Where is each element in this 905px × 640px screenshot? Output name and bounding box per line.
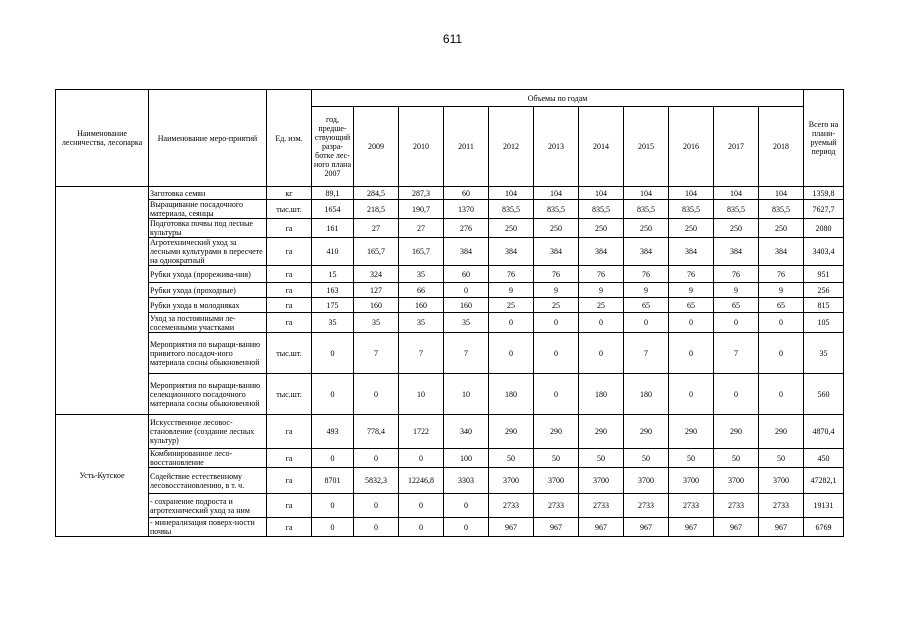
unit-cell: тыс.шт.: [267, 333, 312, 374]
year-value-cell: 3700: [714, 468, 759, 494]
year-value-cell: 10: [444, 374, 489, 415]
year-value-cell: 9: [579, 283, 624, 298]
year-value-cell: 8701: [312, 468, 354, 494]
year-value-cell: 384: [489, 238, 534, 266]
forestry-name-cell: [56, 187, 149, 415]
total-cell: 951: [804, 266, 844, 283]
year-value-cell: 35: [312, 313, 354, 333]
table-row: [56, 333, 844, 374]
year-value-cell: 50: [759, 449, 804, 468]
year-value-cell: 835,5: [759, 200, 804, 219]
year-value-cell: 290: [759, 415, 804, 449]
header-year: 2013: [534, 107, 579, 187]
year-value-cell: 384: [444, 238, 489, 266]
unit-cell: га: [267, 219, 312, 238]
year-value-cell: 0: [534, 333, 579, 374]
header-year: 2011: [444, 107, 489, 187]
table-row: [56, 449, 844, 468]
year-value-cell: 2733: [489, 494, 534, 518]
header-year: 2016: [669, 107, 714, 187]
unit-cell: га: [267, 283, 312, 298]
total-cell: 4870,4: [804, 415, 844, 449]
total-cell: 35: [804, 333, 844, 374]
activity-name-cell: Заготовка семян: [149, 187, 267, 200]
year-value-cell: 290: [579, 415, 624, 449]
year-value-cell: 3303: [444, 468, 489, 494]
year-value-cell: 2733: [579, 494, 624, 518]
year-value-cell: 384: [759, 238, 804, 266]
table-row: [56, 518, 844, 537]
year-value-cell: 384: [579, 238, 624, 266]
table-row: [56, 374, 844, 415]
year-value-cell: 0: [579, 313, 624, 333]
year-value-cell: 835,5: [669, 200, 714, 219]
year-value-cell: 250: [579, 219, 624, 238]
year-value-cell: 0: [489, 313, 534, 333]
year-value-cell: 50: [489, 449, 534, 468]
year-value-cell: 3700: [534, 468, 579, 494]
year-value-cell: 76: [489, 266, 534, 283]
year-value-cell: 284,5: [354, 187, 399, 200]
year-value-cell: 65: [759, 298, 804, 313]
year-value-cell: 89,1: [312, 187, 354, 200]
activity-name-cell: Содействие естественному лесовосстановлению, в т. ч.: [149, 468, 267, 494]
year-value-cell: 967: [714, 518, 759, 537]
year-value-cell: 165,7: [354, 238, 399, 266]
year-value-cell: 0: [354, 449, 399, 468]
year-value-cell: 127: [354, 283, 399, 298]
unit-cell: га: [267, 313, 312, 333]
header-total: Всего на плани-руемый период: [804, 90, 844, 187]
year-value-cell: 66: [399, 283, 444, 298]
forest-activities-table: [55, 89, 844, 537]
unit-cell: га: [267, 449, 312, 468]
table-row: [56, 219, 844, 238]
total-cell: 2080: [804, 219, 844, 238]
year-value-cell: 25: [579, 298, 624, 313]
year-value-cell: 967: [624, 518, 669, 537]
year-value-cell: 104: [489, 187, 534, 200]
table-row: [56, 238, 844, 266]
activity-name-cell: Агротехнический уход за лесными культурами в пересчете на однократный: [149, 238, 267, 266]
total-cell: 256: [804, 283, 844, 298]
year-value-cell: 287,3: [399, 187, 444, 200]
year-value-cell: 180: [489, 374, 534, 415]
header-year: год, предше-ствующий разра-ботке лес-ного плана 2007: [312, 107, 354, 187]
year-value-cell: 778,4: [354, 415, 399, 449]
header-year: 2009: [354, 107, 399, 187]
table-row: [56, 283, 844, 298]
year-value-cell: 60: [444, 187, 489, 200]
header-unit: Ед. изм.: [267, 90, 312, 187]
header-year: 2014: [579, 107, 624, 187]
year-value-cell: 9: [534, 283, 579, 298]
year-value-cell: 967: [579, 518, 624, 537]
year-value-cell: 340: [444, 415, 489, 449]
table-row: [56, 187, 844, 200]
year-value-cell: 76: [579, 266, 624, 283]
year-value-cell: 0: [444, 283, 489, 298]
activity-name-cell: Рубки ухода (прорежива-ния): [149, 266, 267, 283]
year-value-cell: 0: [579, 333, 624, 374]
header-activity: Наименование меро-приятий: [149, 90, 267, 187]
year-value-cell: 60: [444, 266, 489, 283]
year-value-cell: 324: [354, 266, 399, 283]
year-value-cell: 35: [354, 313, 399, 333]
year-value-cell: 160: [354, 298, 399, 313]
year-value-cell: 967: [489, 518, 534, 537]
year-value-cell: 27: [354, 219, 399, 238]
year-value-cell: 835,5: [624, 200, 669, 219]
header-volumes-by-year: Объемы по годам: [312, 90, 804, 107]
header-forestry: Наименование лесничества, лесопарка: [56, 90, 149, 187]
year-value-cell: 50: [579, 449, 624, 468]
year-value-cell: 3700: [624, 468, 669, 494]
year-value-cell: 250: [534, 219, 579, 238]
total-cell: 1359,8: [804, 187, 844, 200]
activity-name-cell: Мероприятия по выращи-ванию привитого посадоч-ного материала сосны обыкновенной: [149, 333, 267, 374]
year-value-cell: 0: [534, 313, 579, 333]
forestry-name-cell: Усть-Кутское: [56, 415, 149, 537]
table-row: [56, 494, 844, 518]
total-cell: 815: [804, 298, 844, 313]
year-value-cell: 76: [759, 266, 804, 283]
header-year: 2012: [489, 107, 534, 187]
year-value-cell: 250: [759, 219, 804, 238]
year-value-cell: 0: [669, 374, 714, 415]
year-value-cell: 161: [312, 219, 354, 238]
year-value-cell: 0: [312, 449, 354, 468]
year-value-cell: 0: [312, 374, 354, 415]
year-value-cell: 835,5: [714, 200, 759, 219]
header-year: 2017: [714, 107, 759, 187]
unit-cell: га: [267, 468, 312, 494]
year-value-cell: 76: [669, 266, 714, 283]
year-value-cell: 0: [399, 449, 444, 468]
year-value-cell: 7: [714, 333, 759, 374]
activity-name-cell: Комбинированное лесо-восстановление: [149, 449, 267, 468]
year-value-cell: 35: [444, 313, 489, 333]
year-value-cell: 384: [669, 238, 714, 266]
year-value-cell: 65: [669, 298, 714, 313]
year-value-cell: 384: [714, 238, 759, 266]
year-value-cell: 165,7: [399, 238, 444, 266]
year-value-cell: 0: [312, 518, 354, 537]
year-value-cell: 0: [534, 374, 579, 415]
year-value-cell: 104: [579, 187, 624, 200]
year-value-cell: 2733: [669, 494, 714, 518]
year-value-cell: 180: [624, 374, 669, 415]
year-value-cell: 290: [669, 415, 714, 449]
year-value-cell: 290: [534, 415, 579, 449]
activity-name-cell: Уход за постоянными ле-сосеменными участками: [149, 313, 267, 333]
year-value-cell: 967: [669, 518, 714, 537]
year-value-cell: 100: [444, 449, 489, 468]
year-value-cell: 410: [312, 238, 354, 266]
activity-name-cell: Рубки ухода в молодняках: [149, 298, 267, 313]
total-cell: 6769: [804, 518, 844, 537]
year-value-cell: 2733: [714, 494, 759, 518]
year-value-cell: 0: [399, 518, 444, 537]
year-value-cell: 104: [669, 187, 714, 200]
year-value-cell: 7: [444, 333, 489, 374]
year-value-cell: 0: [759, 374, 804, 415]
year-value-cell: 967: [534, 518, 579, 537]
year-value-cell: 65: [624, 298, 669, 313]
year-value-cell: 12246,8: [399, 468, 444, 494]
year-value-cell: 0: [312, 494, 354, 518]
year-value-cell: 175: [312, 298, 354, 313]
year-value-cell: 290: [489, 415, 534, 449]
year-value-cell: 3700: [579, 468, 624, 494]
year-value-cell: 65: [714, 298, 759, 313]
year-value-cell: 104: [624, 187, 669, 200]
activity-name-cell: Подготовка почвы под лесные культуры: [149, 219, 267, 238]
year-value-cell: 50: [714, 449, 759, 468]
year-value-cell: 50: [624, 449, 669, 468]
activity-name-cell: Искусственное лесовос-становление (создание лесных культур): [149, 415, 267, 449]
year-value-cell: 163: [312, 283, 354, 298]
year-value-cell: 0: [489, 333, 534, 374]
activity-name-cell: Выращивание посадочного материала, сеянцы: [149, 200, 267, 219]
year-value-cell: 835,5: [579, 200, 624, 219]
year-value-cell: 160: [444, 298, 489, 313]
year-value-cell: 0: [354, 518, 399, 537]
table-row: [56, 313, 844, 333]
year-value-cell: 160: [399, 298, 444, 313]
table-row: [56, 200, 844, 219]
year-value-cell: 50: [534, 449, 579, 468]
year-value-cell: 0: [669, 333, 714, 374]
year-value-cell: 493: [312, 415, 354, 449]
year-value-cell: 0: [714, 374, 759, 415]
year-value-cell: 250: [669, 219, 714, 238]
year-value-cell: 0: [714, 313, 759, 333]
year-value-cell: 0: [669, 313, 714, 333]
year-value-cell: 0: [759, 313, 804, 333]
unit-cell: га: [267, 266, 312, 283]
year-value-cell: 15: [312, 266, 354, 283]
year-value-cell: 384: [624, 238, 669, 266]
total-cell: 450: [804, 449, 844, 468]
activity-name-cell: - сохранение подроста и агротехнический уход за ним: [149, 494, 267, 518]
year-value-cell: 0: [444, 518, 489, 537]
activity-name-cell: Рубки ухода (проходные): [149, 283, 267, 298]
year-value-cell: 276: [444, 219, 489, 238]
year-value-cell: 104: [759, 187, 804, 200]
year-value-cell: 1654: [312, 200, 354, 219]
year-value-cell: 0: [399, 494, 444, 518]
total-cell: 105: [804, 313, 844, 333]
year-value-cell: 835,5: [534, 200, 579, 219]
table-row: [56, 298, 844, 313]
year-value-cell: 0: [354, 494, 399, 518]
header-year: 2018: [759, 107, 804, 187]
year-value-cell: 7: [354, 333, 399, 374]
total-cell: 19131: [804, 494, 844, 518]
unit-cell: тыс.шт.: [267, 200, 312, 219]
unit-cell: га: [267, 298, 312, 313]
year-value-cell: 104: [534, 187, 579, 200]
year-value-cell: 384: [534, 238, 579, 266]
year-value-cell: 5832,3: [354, 468, 399, 494]
total-cell: 560: [804, 374, 844, 415]
year-value-cell: 250: [489, 219, 534, 238]
unit-cell: га: [267, 518, 312, 537]
unit-cell: кг: [267, 187, 312, 200]
header-year: 2010: [399, 107, 444, 187]
unit-cell: га: [267, 415, 312, 449]
year-value-cell: 835,5: [489, 200, 534, 219]
year-value-cell: 2733: [624, 494, 669, 518]
year-value-cell: 0: [354, 374, 399, 415]
year-value-cell: 967: [759, 518, 804, 537]
total-cell: 47282,1: [804, 468, 844, 494]
page-number: 611: [442, 32, 463, 46]
year-value-cell: 290: [714, 415, 759, 449]
year-value-cell: 76: [624, 266, 669, 283]
total-cell: 7627,7: [804, 200, 844, 219]
year-value-cell: 2733: [534, 494, 579, 518]
activity-name-cell: Мероприятия по выращи-ванию селекционного посадочного материала сосны обыкновенной: [149, 374, 267, 415]
table-row: [56, 468, 844, 494]
year-value-cell: 3700: [669, 468, 714, 494]
year-value-cell: 7: [624, 333, 669, 374]
year-value-cell: 190,7: [399, 200, 444, 219]
year-value-cell: 0: [624, 313, 669, 333]
year-value-cell: 3700: [759, 468, 804, 494]
year-value-cell: 250: [624, 219, 669, 238]
table-row: [56, 266, 844, 283]
year-value-cell: 3700: [489, 468, 534, 494]
year-value-cell: 180: [579, 374, 624, 415]
year-value-cell: 25: [489, 298, 534, 313]
year-value-cell: 104: [714, 187, 759, 200]
unit-cell: га: [267, 494, 312, 518]
unit-cell: тыс.шт.: [267, 374, 312, 415]
year-value-cell: 0: [759, 333, 804, 374]
year-value-cell: 35: [399, 266, 444, 283]
table-row: [56, 415, 844, 449]
year-value-cell: 1722: [399, 415, 444, 449]
year-value-cell: 218,5: [354, 200, 399, 219]
year-value-cell: 9: [489, 283, 534, 298]
year-value-cell: 9: [714, 283, 759, 298]
year-value-cell: 250: [714, 219, 759, 238]
total-cell: 3403,4: [804, 238, 844, 266]
year-value-cell: 50: [669, 449, 714, 468]
year-value-cell: 76: [714, 266, 759, 283]
year-value-cell: 7: [399, 333, 444, 374]
year-value-cell: 9: [759, 283, 804, 298]
header-year: 2015: [624, 107, 669, 187]
activity-name-cell: - минерализация поверх-ности почвы: [149, 518, 267, 537]
year-value-cell: 1370: [444, 200, 489, 219]
year-value-cell: 76: [534, 266, 579, 283]
year-value-cell: 9: [669, 283, 714, 298]
year-value-cell: 290: [624, 415, 669, 449]
year-value-cell: 35: [399, 313, 444, 333]
year-value-cell: 25: [534, 298, 579, 313]
year-value-cell: 9: [624, 283, 669, 298]
year-value-cell: 10: [399, 374, 444, 415]
unit-cell: га: [267, 238, 312, 266]
year-value-cell: 0: [312, 333, 354, 374]
year-value-cell: 0: [444, 494, 489, 518]
year-value-cell: 27: [399, 219, 444, 238]
year-value-cell: 2733: [759, 494, 804, 518]
